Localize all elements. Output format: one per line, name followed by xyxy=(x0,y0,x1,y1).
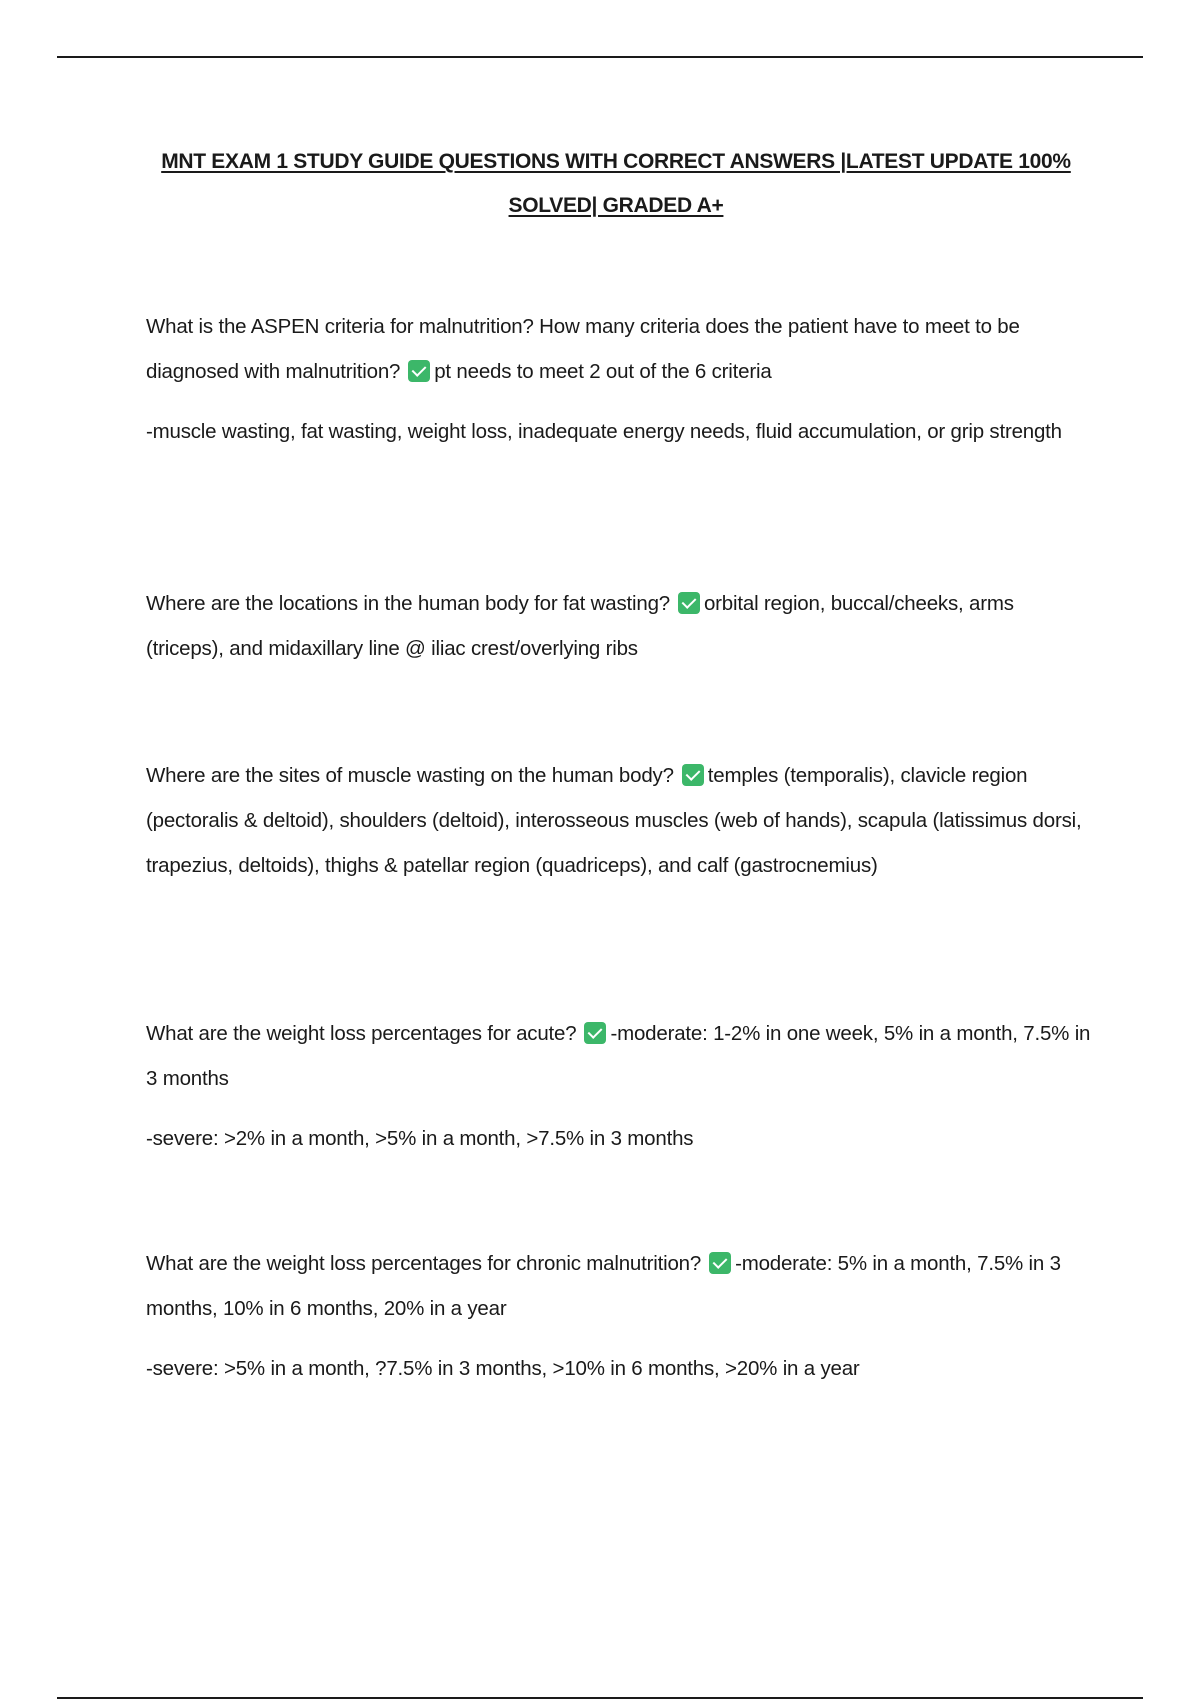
answer-text: temples (temporalis), clavicle region (pectoralis & deltoid), shoulders (deltoid), interosseous muscles (web of hands), scapula (latissimus dorsi, trapezius, deltoids), thighs & patellar region (quadriceps), and calf (gastrocnemius) xyxy=(146,764,1082,877)
qa-line xyxy=(146,304,1091,394)
question-text: Where are the locations in the human body for fat wasting? xyxy=(146,592,670,615)
answer-text: -moderate: 1-2% in one week, 5% in a month, 7.5% in 3 months xyxy=(146,1022,1091,1090)
check-icon xyxy=(584,1022,606,1044)
answer-detail: -severe: >2% in a month, >5% in a month, >7.5% in 3 months xyxy=(146,1127,694,1150)
qa-item xyxy=(146,304,1091,454)
document-title: MNT EXAM 1 STUDY GUIDE QUESTIONS WITH CORRECT ANSWERS |LATEST UPDATE 100% SOLVED| GRADED A+ xyxy=(161,150,1071,217)
check-icon xyxy=(682,764,704,786)
question-text: Where are the sites of muscle wasting on the human body? xyxy=(146,764,674,787)
check-icon xyxy=(678,592,700,614)
qa-item xyxy=(146,753,1091,888)
answer-text: orbital region, buccal/cheeks, arms (triceps), and midaxillary line @ iliac crest/overlying ribs xyxy=(146,592,1014,660)
qa-item xyxy=(146,581,1091,671)
question-text: What are the weight loss percentages for acute? xyxy=(146,1022,577,1045)
answer-text: pt needs to meet 2 out of the 6 criteria xyxy=(434,360,772,383)
top-divider xyxy=(57,56,1143,58)
qa-line xyxy=(146,581,1091,671)
answer-detail: -severe: >5% in a month, ?7.5% in 3 months, >10% in 6 months, >20% in a year xyxy=(146,1357,860,1380)
qa-item xyxy=(146,1241,1091,1391)
check-icon xyxy=(709,1252,731,1274)
answer-text: -moderate: 5% in a month, 7.5% in 3 months, 10% in 6 months, 20% in a year xyxy=(146,1252,1061,1320)
qa-item xyxy=(146,1011,1091,1161)
qa-line xyxy=(146,1011,1091,1101)
qa-line xyxy=(146,1241,1091,1331)
answer-detail: -muscle wasting, fat wasting, weight loss, inadequate energy needs, fluid accumulation, or grip strength xyxy=(146,420,1062,443)
check-icon xyxy=(408,360,430,382)
question-text: What are the weight loss percentages for chronic malnutrition? xyxy=(146,1252,702,1275)
qa-line xyxy=(146,753,1091,888)
question-text: What is the ASPEN criteria for malnutrition? How many criteria does the patient have to meet to be diagnosed with malnutrition? xyxy=(146,315,1020,383)
bottom-divider xyxy=(57,1697,1143,1699)
